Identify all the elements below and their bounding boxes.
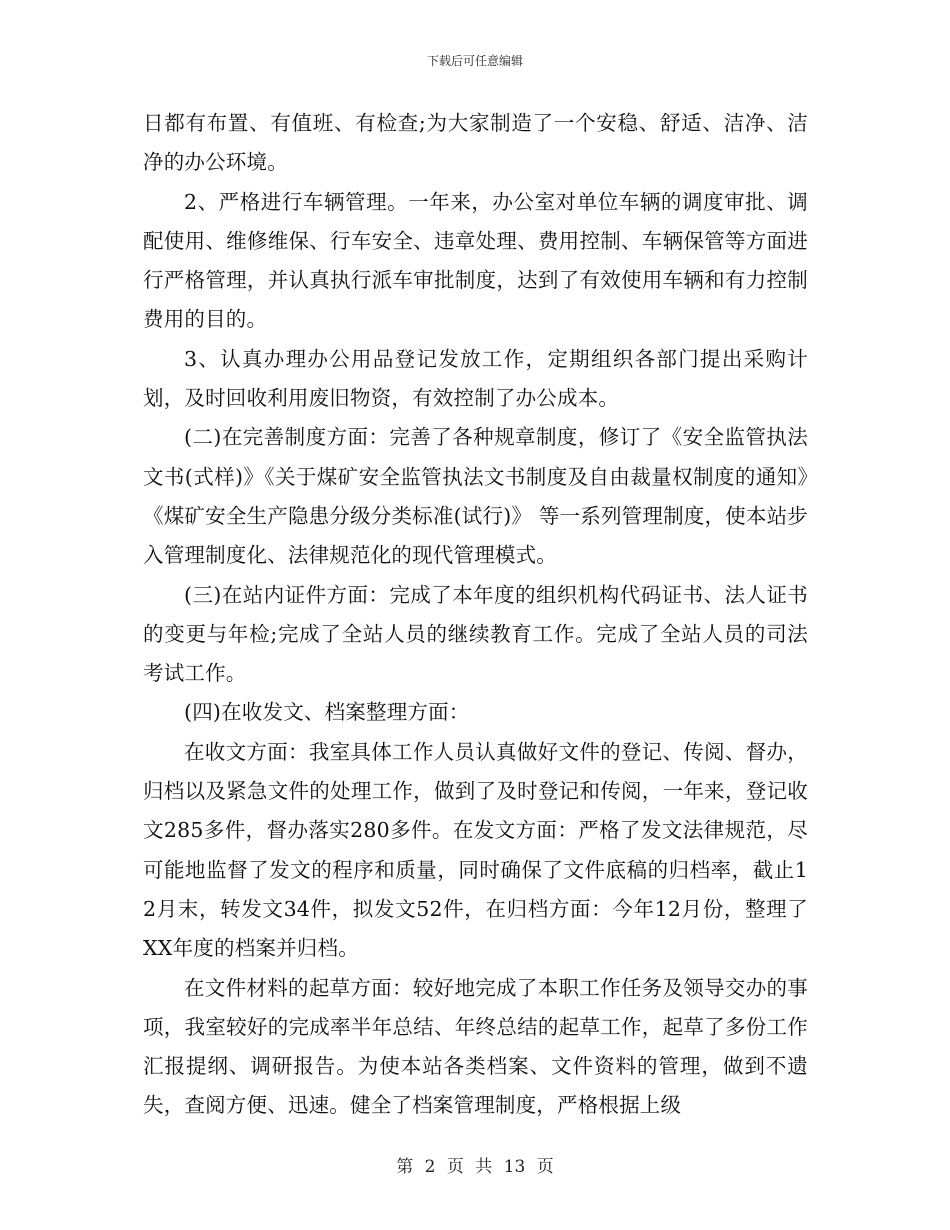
paragraph-3: 3、认真办理办公用品登记发放工作，定期组织各部门提出采购计划，及时回收利用废旧物资，有效控制了办公成本。 <box>143 346 808 411</box>
paragraph-5: (三)在站内证件方面：完成了本年度的组织机构代码证书、法人证书的变更与年检;完成了全站人员的继续教育工作。完成了全站人员的司法考试工作。 <box>143 582 808 686</box>
paragraph-6: (四)在收发文、档案整理方面： <box>184 700 470 725</box>
paragraph-1: 日都有布置、有值班、有检查;为大家制造了一个安稳、舒适、洁净、洁净的办公环境。 <box>143 111 808 175</box>
document-body <box>143 104 808 1126</box>
paragraph-2: 2、严格进行车辆管理。一年来，办公室对单位车辆的调度审批、调配使用、维修维保、行车安全、违章处理、费用控制、车辆保管等方面进行严格管理，并认真执行派车审批制度，达到了有效使用车辆和有力控制费用的目的。 <box>143 189 808 332</box>
page-header: 下载后可任意编辑 <box>426 54 523 68</box>
page-number-footer: 第 2 页 共 13 页 <box>396 1157 554 1177</box>
paragraph-8: 在文件材料的起草方面：较好地完成了本职工作任务及领导交办的事项，我室较好的完成率半年总结、年终总结的起草工作，起草了多份工作汇报提纲、调研报告。为使本站各类档案、文件资料的管理，做到不遗失，查阅方便、迅速。健全了档案管理制度，严格根据上级 <box>143 975 808 1118</box>
paragraph-4: (二)在完善制度方面：完善了各种规章制度，修订了《安全监管执法文书(式样)》《关于煤矿安全监管执法文书制度及自由裁量权制度的通知》《煤矿安全生产隐患分级分类标准(试行)》 等一系列管理制度，使本站步入管理制度化、法律规范化的现代管理模式。 <box>143 425 808 568</box>
paragraph-7: 在收文方面：我室具体工作人员认真做好文件的登记、传阅、督办，归档以及紧急文件的处理工作，做到了及时登记和传阅，一年来，登记收文285多件，督办落实280多件。在发文方面：严格了发文法律规范，尽可能地监督了发文的程序和质量，同时确保了文件底稿的归档率，截止12月末，转发文34件，拟发文52件，在归档方面：今年12月份，整理了XX年度的档案并归档。 <box>143 739 808 961</box>
